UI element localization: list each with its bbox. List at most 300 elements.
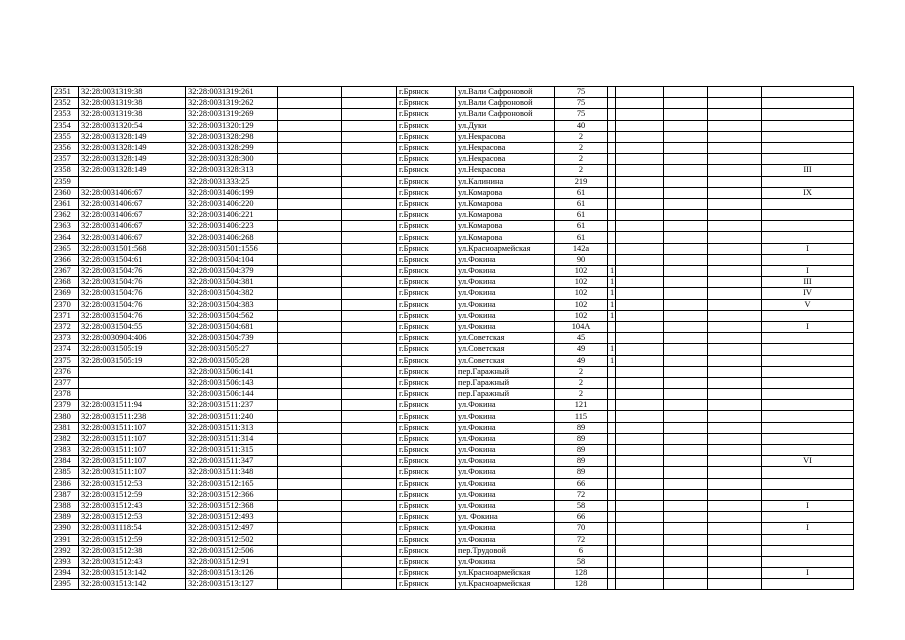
city: г.Брянск (397, 568, 456, 579)
house-number: 2 (555, 377, 608, 388)
blank-col-e (708, 377, 762, 388)
street: ул.Фокина (456, 556, 555, 567)
table-row (52, 310, 854, 321)
city: г.Брянск (397, 556, 456, 567)
blank-col-a (278, 568, 342, 579)
room-number (762, 400, 854, 411)
blank-col-b (342, 556, 397, 567)
blank-col-e (708, 165, 762, 176)
table-row (52, 366, 854, 377)
building-number: 1 (608, 266, 616, 277)
cadastral-number: 32:28:0031504:681 (186, 321, 278, 332)
room-number: III (762, 277, 854, 288)
blank-col-b (342, 433, 397, 444)
cadastral-number: 32:28:0031504:383 (186, 299, 278, 310)
room-number (762, 344, 854, 355)
blank-col-b (342, 310, 397, 321)
blank-col-e (708, 120, 762, 131)
blank-col-e (708, 512, 762, 523)
blank-col-d (664, 221, 708, 232)
table-row (52, 232, 854, 243)
source-cadastral-number: 32:28:0031511:107 (79, 467, 186, 478)
cadastral-number: 32:28:0031512:368 (186, 500, 278, 511)
blank-col-e (708, 310, 762, 321)
cadastral-number: 32:28:0031505:27 (186, 344, 278, 355)
blank-col-c (616, 433, 664, 444)
source-cadastral-number: 32:28:0030904:406 (79, 333, 186, 344)
city: г.Брянск (397, 254, 456, 265)
blank-col-c (616, 400, 664, 411)
street: ул.Советская (456, 344, 555, 355)
blank-col-d (664, 109, 708, 120)
city: г.Брянск (397, 411, 456, 422)
building-number (608, 232, 616, 243)
building-number (608, 389, 616, 400)
cadastral-number: 32:28:0031328:298 (186, 131, 278, 142)
blank-col-d (664, 467, 708, 478)
blank-col-e (708, 131, 762, 142)
blank-col-c (616, 445, 664, 456)
blank-col-a (278, 456, 342, 467)
blank-col-a (278, 198, 342, 209)
source-cadastral-number: 32:28:0031406:67 (79, 221, 186, 232)
cadastral-number: 32:28:0031406:199 (186, 187, 278, 198)
street: ул.Вали Сафроновой (456, 98, 555, 109)
blank-col-e (708, 187, 762, 198)
blank-col-a (278, 377, 342, 388)
house-number: 89 (555, 433, 608, 444)
blank-col-d (664, 400, 708, 411)
blank-col-a (278, 467, 342, 478)
house-number: 61 (555, 210, 608, 221)
row-number: 2357 (52, 154, 79, 165)
source-cadastral-number: 32:28:0031504:55 (79, 321, 186, 332)
table-row (52, 321, 854, 332)
house-number: 75 (555, 109, 608, 120)
blank-col-e (708, 154, 762, 165)
blank-col-c (616, 355, 664, 366)
street: ул.Красноармейская (456, 568, 555, 579)
blank-col-d (664, 568, 708, 579)
blank-col-b (342, 232, 397, 243)
house-number: 66 (555, 512, 608, 523)
blank-col-b (342, 377, 397, 388)
blank-col-e (708, 411, 762, 422)
blank-col-a (278, 221, 342, 232)
source-cadastral-number (79, 366, 186, 377)
blank-col-d (664, 187, 708, 198)
blank-col-e (708, 344, 762, 355)
blank-col-a (278, 210, 342, 221)
house-number: 61 (555, 232, 608, 243)
room-number (762, 333, 854, 344)
source-cadastral-number: 32:28:0031505:19 (79, 355, 186, 366)
building-number (608, 198, 616, 209)
room-number: VI (762, 456, 854, 467)
room-number (762, 232, 854, 243)
blank-col-b (342, 333, 397, 344)
cadastral-number: 32:28:0031512:493 (186, 512, 278, 523)
row-number: 2385 (52, 467, 79, 478)
table-row (52, 120, 854, 131)
blank-col-d (664, 277, 708, 288)
room-number: IX (762, 187, 854, 198)
house-number: 104А (555, 321, 608, 332)
row-number: 2363 (52, 221, 79, 232)
table-row (52, 377, 854, 388)
city: г.Брянск (397, 142, 456, 153)
blank-col-e (708, 277, 762, 288)
blank-col-c (616, 288, 664, 299)
blank-col-b (342, 344, 397, 355)
table-row (52, 579, 854, 590)
blank-col-c (616, 310, 664, 321)
street: ул.Комарова (456, 232, 555, 243)
blank-col-d (664, 98, 708, 109)
blank-col-e (708, 221, 762, 232)
city: г.Брянск (397, 210, 456, 221)
building-number (608, 456, 616, 467)
room-number: I (762, 321, 854, 332)
table-row (52, 489, 854, 500)
street: ул.Некрасова (456, 154, 555, 165)
source-cadastral-number: 32:28:0031319:38 (79, 87, 186, 98)
table-row (52, 131, 854, 142)
source-cadastral-number: 32:28:0031118:54 (79, 523, 186, 534)
row-number: 2389 (52, 512, 79, 523)
row-number: 2359 (52, 176, 79, 187)
blank-col-c (616, 232, 664, 243)
cadastral-number: 32:28:0031319:262 (186, 98, 278, 109)
city: г.Брянск (397, 187, 456, 198)
blank-col-a (278, 422, 342, 433)
blank-col-a (278, 299, 342, 310)
source-cadastral-number: 32:28:0031504:61 (79, 254, 186, 265)
house-number: 49 (555, 344, 608, 355)
house-number: 72 (555, 489, 608, 500)
table-row (52, 433, 854, 444)
blank-col-a (278, 523, 342, 534)
blank-col-b (342, 243, 397, 254)
building-number (608, 321, 616, 332)
building-number (608, 254, 616, 265)
table-row (52, 109, 854, 120)
row-number: 2355 (52, 131, 79, 142)
blank-col-d (664, 333, 708, 344)
row-number: 2354 (52, 120, 79, 131)
blank-col-a (278, 355, 342, 366)
cadastral-number: 32:28:0031406:220 (186, 198, 278, 209)
table-row (52, 534, 854, 545)
house-number: 6 (555, 545, 608, 556)
city: г.Брянск (397, 165, 456, 176)
blank-col-e (708, 355, 762, 366)
blank-col-d (664, 411, 708, 422)
blank-col-d (664, 355, 708, 366)
table-row (52, 299, 854, 310)
city: г.Брянск (397, 489, 456, 500)
blank-col-a (278, 243, 342, 254)
room-number (762, 109, 854, 120)
row-number: 2386 (52, 478, 79, 489)
blank-col-b (342, 355, 397, 366)
blank-col-c (616, 120, 664, 131)
row-number: 2368 (52, 277, 79, 288)
blank-col-a (278, 545, 342, 556)
city: г.Брянск (397, 120, 456, 131)
street: ул.Некрасова (456, 165, 555, 176)
row-number: 2379 (52, 400, 79, 411)
table-row (52, 198, 854, 209)
building-number (608, 433, 616, 444)
row-number: 2351 (52, 87, 79, 98)
house-number: 102 (555, 288, 608, 299)
cadastral-number: 32:28:0031513:127 (186, 579, 278, 590)
street: ул.Советская (456, 333, 555, 344)
city: г.Брянск (397, 500, 456, 511)
blank-col-e (708, 87, 762, 98)
city: г.Брянск (397, 299, 456, 310)
blank-col-e (708, 500, 762, 511)
city: г.Брянск (397, 344, 456, 355)
blank-col-a (278, 489, 342, 500)
blank-col-a (278, 277, 342, 288)
street: ул.Фокина (456, 445, 555, 456)
blank-col-c (616, 467, 664, 478)
blank-col-a (278, 254, 342, 265)
table-row (52, 422, 854, 433)
row-number: 2395 (52, 579, 79, 590)
room-number (762, 433, 854, 444)
table-row (52, 556, 854, 567)
blank-col-e (708, 266, 762, 277)
source-cadastral-number (79, 389, 186, 400)
row-number: 2377 (52, 377, 79, 388)
house-number: 2 (555, 165, 608, 176)
building-number: 1 (608, 355, 616, 366)
house-number: 45 (555, 333, 608, 344)
row-number: 2380 (52, 411, 79, 422)
row-number: 2352 (52, 98, 79, 109)
city: г.Брянск (397, 333, 456, 344)
building-number (608, 120, 616, 131)
house-number: 115 (555, 411, 608, 422)
street: ул.Комарова (456, 210, 555, 221)
blank-col-a (278, 187, 342, 198)
source-cadastral-number: 32:28:0031319:38 (79, 98, 186, 109)
cadastral-number: 32:28:0031511:348 (186, 467, 278, 478)
street: ул.Фокина (456, 478, 555, 489)
source-cadastral-number: 32:28:0031513:142 (79, 568, 186, 579)
city: г.Брянск (397, 400, 456, 411)
blank-col-e (708, 579, 762, 590)
city: г.Брянск (397, 467, 456, 478)
blank-col-a (278, 266, 342, 277)
blank-col-d (664, 456, 708, 467)
blank-col-a (278, 98, 342, 109)
street: ул.Фокина (456, 299, 555, 310)
house-number: 102 (555, 266, 608, 277)
row-number: 2392 (52, 545, 79, 556)
blank-col-a (278, 87, 342, 98)
blank-col-d (664, 433, 708, 444)
building-number (608, 187, 616, 198)
blank-col-a (278, 389, 342, 400)
house-number: 219 (555, 176, 608, 187)
blank-col-b (342, 422, 397, 433)
blank-col-d (664, 299, 708, 310)
house-number: 128 (555, 568, 608, 579)
source-cadastral-number: 32:28:0031512:59 (79, 489, 186, 500)
blank-col-d (664, 366, 708, 377)
street: пер.Гаражный (456, 366, 555, 377)
cadastral-number: 32:28:0031506:143 (186, 377, 278, 388)
blank-col-d (664, 377, 708, 388)
blank-col-d (664, 344, 708, 355)
blank-col-e (708, 556, 762, 567)
street: ул.Фокина (456, 411, 555, 422)
blank-col-c (616, 456, 664, 467)
cadastral-number: 32:28:0031333:25 (186, 176, 278, 187)
city: г.Брянск (397, 366, 456, 377)
blank-col-a (278, 142, 342, 153)
blank-col-d (664, 210, 708, 221)
cadastral-number: 32:28:0031506:144 (186, 389, 278, 400)
building-number: 1 (608, 288, 616, 299)
blank-col-e (708, 254, 762, 265)
blank-col-a (278, 232, 342, 243)
street: ул.Фокина (456, 400, 555, 411)
blank-col-b (342, 579, 397, 590)
table-row (52, 142, 854, 153)
blank-col-b (342, 489, 397, 500)
source-cadastral-number (79, 176, 186, 187)
room-number (762, 556, 854, 567)
blank-col-c (616, 489, 664, 500)
source-cadastral-number: 32:28:0031319:38 (79, 109, 186, 120)
building-number (608, 422, 616, 433)
blank-col-c (616, 87, 664, 98)
street: ул.Фокина (456, 288, 555, 299)
room-number (762, 467, 854, 478)
row-number: 2364 (52, 232, 79, 243)
street: ул.Комарова (456, 221, 555, 232)
house-number: 75 (555, 87, 608, 98)
blank-col-d (664, 389, 708, 400)
building-number (608, 154, 616, 165)
city: г.Брянск (397, 321, 456, 332)
source-cadastral-number: 32:28:0031504:76 (79, 299, 186, 310)
street: ул.Фокина (456, 310, 555, 321)
blank-col-a (278, 120, 342, 131)
house-number: 58 (555, 500, 608, 511)
cadastral-number: 32:28:0031319:269 (186, 109, 278, 120)
row-number: 2373 (52, 333, 79, 344)
blank-col-e (708, 489, 762, 500)
city: г.Брянск (397, 534, 456, 545)
blank-col-d (664, 478, 708, 489)
blank-col-d (664, 556, 708, 567)
blank-col-a (278, 154, 342, 165)
table-row (52, 389, 854, 400)
city: г.Брянск (397, 523, 456, 534)
blank-col-b (342, 321, 397, 332)
city: г.Брянск (397, 377, 456, 388)
city: г.Брянск (397, 478, 456, 489)
street: ул.Фокина (456, 422, 555, 433)
house-number: 89 (555, 467, 608, 478)
house-number: 89 (555, 456, 608, 467)
blank-col-a (278, 478, 342, 489)
source-cadastral-number: 32:28:0031511:238 (79, 411, 186, 422)
blank-col-b (342, 568, 397, 579)
street: ул.Вали Сафроновой (456, 87, 555, 98)
row-number: 2393 (52, 556, 79, 567)
blank-col-d (664, 198, 708, 209)
cadastral-number: 32:28:0031328:300 (186, 154, 278, 165)
row-number: 2361 (52, 198, 79, 209)
row-number: 2381 (52, 422, 79, 433)
blank-col-a (278, 310, 342, 321)
table-row (52, 87, 854, 98)
source-cadastral-number: 32:28:0031513:142 (79, 579, 186, 590)
blank-col-d (664, 534, 708, 545)
city: г.Брянск (397, 154, 456, 165)
building-number (608, 400, 616, 411)
blank-col-e (708, 210, 762, 221)
blank-col-e (708, 467, 762, 478)
source-cadastral-number: 32:28:0031504:76 (79, 266, 186, 277)
blank-col-a (278, 344, 342, 355)
table-row (52, 254, 854, 265)
street: ул.Фокина (456, 467, 555, 478)
blank-col-d (664, 579, 708, 590)
blank-col-d (664, 243, 708, 254)
source-cadastral-number: 32:28:0031511:107 (79, 422, 186, 433)
blank-col-e (708, 456, 762, 467)
blank-col-a (278, 400, 342, 411)
room-number (762, 422, 854, 433)
table-row (52, 333, 854, 344)
building-number (608, 98, 616, 109)
row-number: 2367 (52, 266, 79, 277)
street: ул.Фокина (456, 321, 555, 332)
registry-sheet (51, 86, 853, 590)
city: г.Брянск (397, 545, 456, 556)
blank-col-e (708, 109, 762, 120)
source-cadastral-number: 32:28:0031406:67 (79, 210, 186, 221)
house-number: 2 (555, 131, 608, 142)
room-number (762, 366, 854, 377)
cadastral-number: 32:28:0031512:502 (186, 534, 278, 545)
table-row (52, 187, 854, 198)
street: ул.Фокина (456, 456, 555, 467)
blank-col-c (616, 299, 664, 310)
blank-col-d (664, 266, 708, 277)
city: г.Брянск (397, 579, 456, 590)
source-cadastral-number: 32:28:0031512:59 (79, 534, 186, 545)
blank-col-b (342, 266, 397, 277)
blank-col-b (342, 400, 397, 411)
street: пер.Гаражный (456, 389, 555, 400)
table-row (52, 355, 854, 366)
blank-col-e (708, 445, 762, 456)
cadastral-number: 32:28:0031511:347 (186, 456, 278, 467)
source-cadastral-number: 32:28:0031406:67 (79, 187, 186, 198)
blank-col-d (664, 120, 708, 131)
house-number: 90 (555, 254, 608, 265)
room-number (762, 142, 854, 153)
